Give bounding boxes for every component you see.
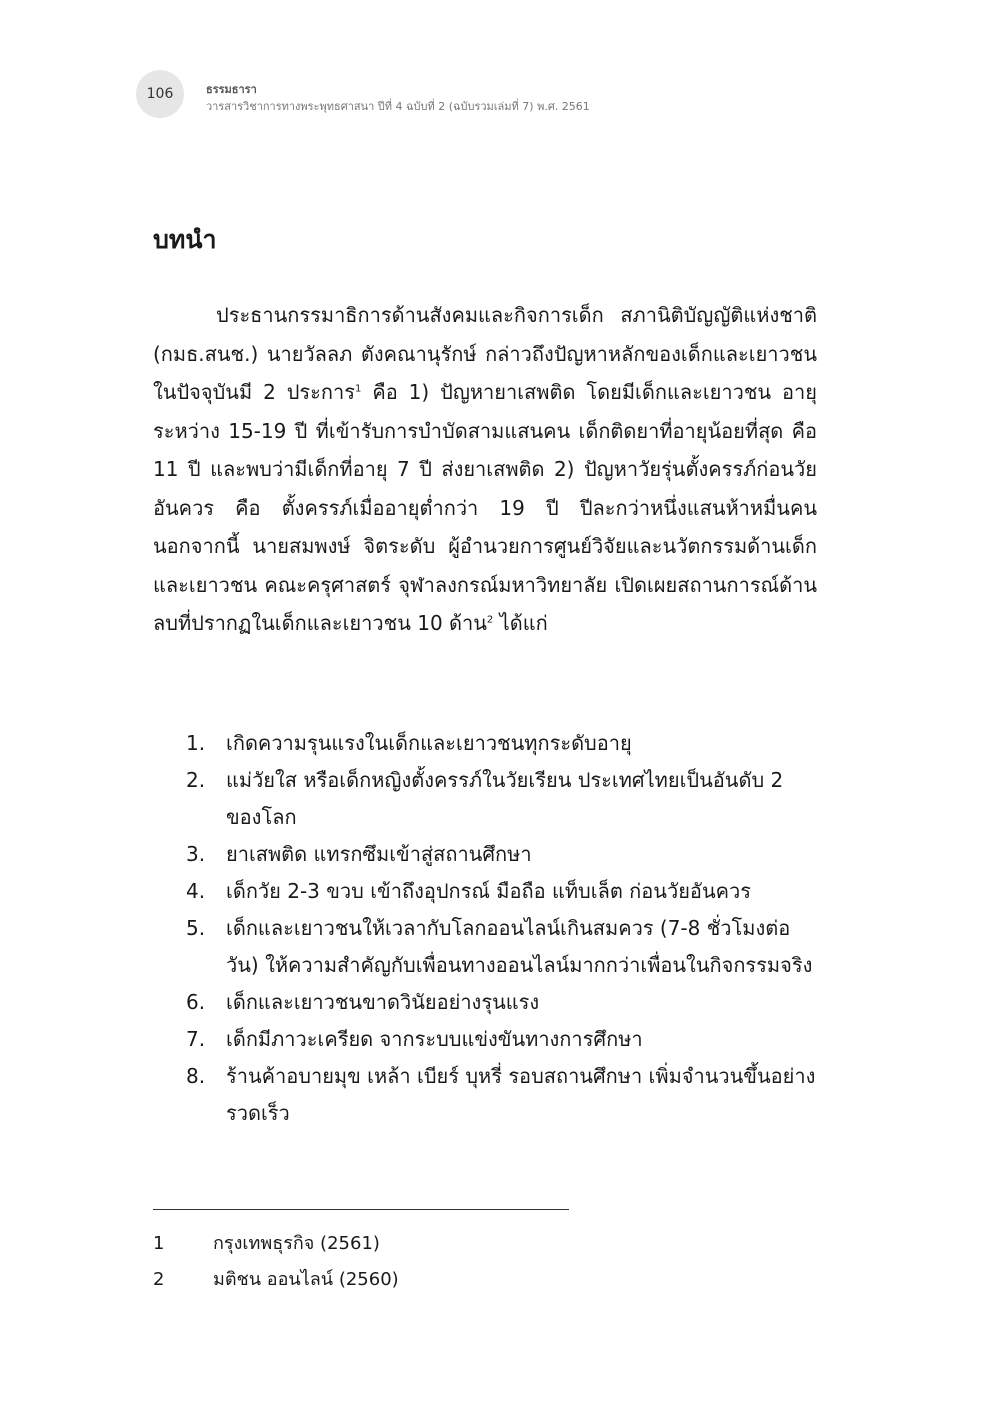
list-item-text: เด็กมีภาวะเครียด จากระบบแข่งขันทางการศึกษา [226,1027,643,1051]
list-item-number: 6. [186,990,206,1014]
footnote-ref-1[interactable]: 1 [355,383,362,395]
list-item-text: แม่วัยใส หรือเด็กหญิงตั้งครรภ์ในวัยเรียน ประเทศไทยเป็นอันดับ 2 ของโลก [226,768,784,829]
list-item-text: เกิดความรุนแรงในเด็กและเยาวชนทุกระดับอายุ [226,731,632,755]
list-item-number: 4. [186,879,206,903]
journal-name: ธรรมธารา [206,83,257,96]
list-item [186,1058,818,1132]
page-number: 106 [146,86,174,102]
list-item-text: เด็กและเยาวชนให้เวลากับโลกออนไลน์เกินสมควร (7-8 ชั่วโมงต่อวัน) ให้ความสำคัญกับเพื่อนทางออนไลน์มากกว่าเพื่อนในกิจกรรมจริง [226,916,813,977]
list-item [186,984,818,1021]
list-item [186,910,818,984]
paragraph-text-1: ประธานกรรมาธิการด้านสังคมและกิจการเด็ก สภานิติบัญญัติแห่งชาติ (กมธ.สนช.) นายวัลลภ ตังคณานุรักษ์ กล่าวถึงปัญหาหลักของเด็กและเยาวชนในปัจจุบันมี 2 ประการ [153,303,817,404]
footnote [153,1226,399,1262]
list-item [186,762,818,836]
footnote-number: 1 [153,1233,165,1254]
intro-paragraph [153,296,817,643]
list-item-text: ร้านค้าอบายมุข เหล้า เบียร์ บุหรี่ รอบสถานศึกษา เพิ่มจำนวนขึ้นอย่างรวดเร็ว [226,1064,816,1125]
list-item-number: 1. [186,731,206,755]
list-item-text: เด็กวัย 2-3 ขวบ เข้าถึงอุปกรณ์ มือถือ แท็บเล็ต ก่อนวัยอันควร [226,879,751,903]
issue-list [186,725,818,1132]
paragraph-text-2: คือ 1) ปัญหายาเสพติด โดยมีเด็กและเยาวชน อายุระหว่าง 15-19 ปี ที่เข้ารับการบำบัดสามแสนคน เด็กติดยาที่อายุน้อยที่สุด คือ 11 ปี และพบว่ามีเด็กที่อายุ 7 ปี ส่งยาเสพติด 2) ปัญหาวัยรุ่นตั้งครรภ์ก่อนวัยอันควร คือ ตั้งครรภ์เมื่ออายุต่ำกว่า 19 ปี ปีละกว่าหนึ่งแสนห้าหมื่นคน นอกจากนี้ นายสมพงษ์ จิตระดับ ผู้อำนวยการศูนย์วิจัยและนวัตกรรมด้านเด็กและเยาวชน คณะครุศาสตร์ จุฬาลงกรณ์มหาวิทยาลัย เปิดเผยสถานการณ์ด้านลบที่ปรากฏในเด็กและเยาวชน 10 ด้าน [153,380,817,635]
footnotes [153,1226,399,1298]
footnote-divider [153,1209,569,1210]
footnote-number: 2 [153,1269,165,1290]
footnote [153,1262,399,1298]
list-item [186,836,818,873]
list-item-text: เด็กและเยาวชนขาดวินัยอย่างรุนแรง [226,990,540,1014]
list-item [186,873,818,910]
list-item-number: 3. [186,842,206,866]
list-item-text: ยาเสพติด แทรกซึมเข้าสู่สถานศึกษา [226,842,532,866]
paragraph-text-3: ได้แก่ [493,611,548,635]
page-number-badge [136,70,184,118]
list-item-number: 5. [186,916,206,940]
footnote-ref-2[interactable]: 2 [486,614,494,626]
list-item [186,1021,818,1058]
list-item-number: 7. [186,1027,206,1051]
list-item-number: 8. [186,1064,206,1088]
footnote-text: กรุงเทพธุรกิจ (2561) [213,1233,380,1254]
footnote-text: มติชน ออนไลน์ (2560) [213,1269,399,1290]
journal-subtitle: วารสารวิชาการทางพระพุทธศาสนา ปีที่ 4 ฉบับที่ 2 (ฉบับรวมเล่มที่ 7) พ.ศ. 2561 [206,100,590,113]
list-item [186,725,818,762]
list-item-number: 2. [186,768,206,792]
section-title: บทนำ [153,225,217,254]
